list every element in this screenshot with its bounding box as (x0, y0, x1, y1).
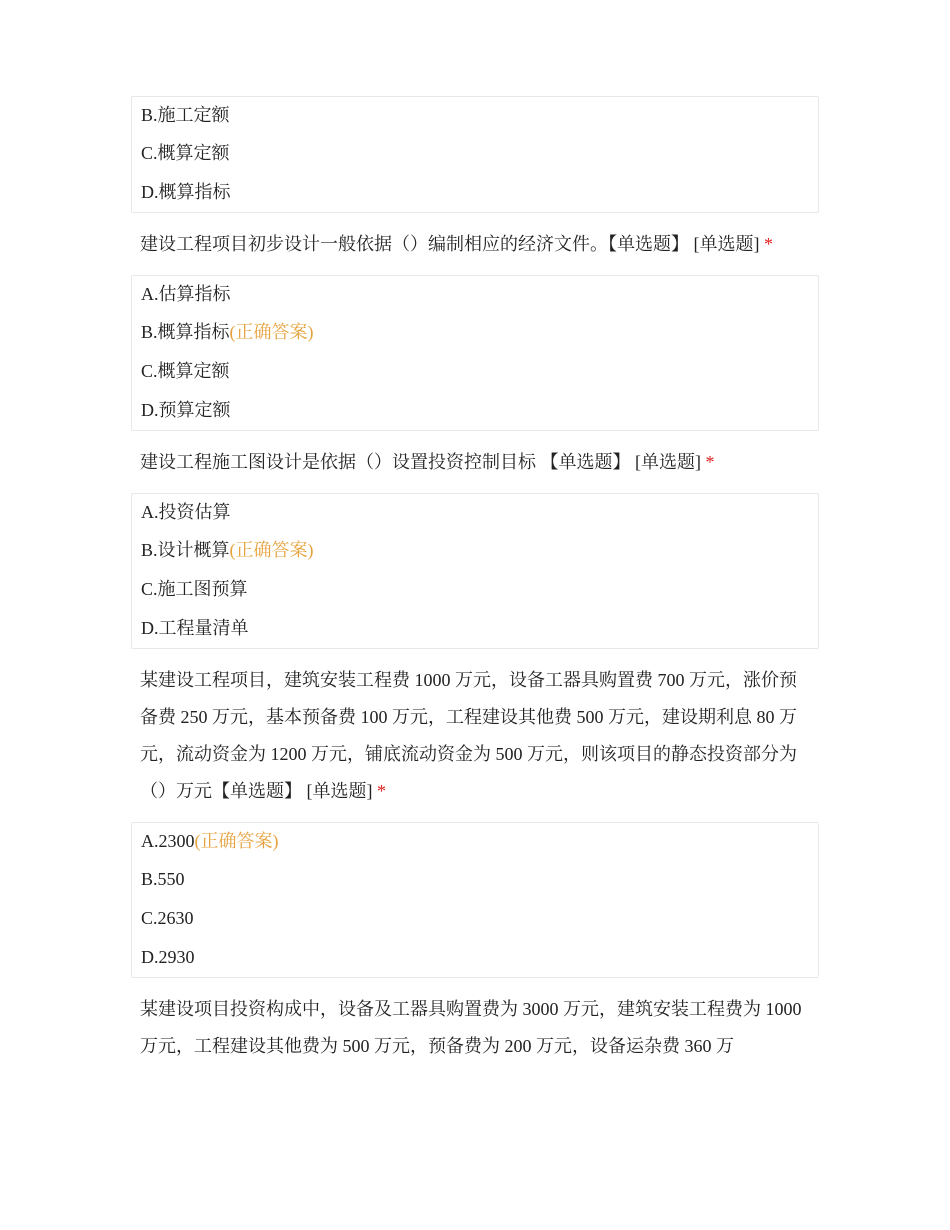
option-list (131, 275, 819, 431)
question-title: 建设工程项目初步设计一般依据（）编制相应的经济文件。【单选题】 [单选题] * (140, 234, 773, 254)
option-b[interactable]: B.设计概算(正确答案) (141, 540, 314, 560)
required-mark: * (705, 452, 715, 472)
option-c[interactable]: C.概算定额 (141, 143, 230, 163)
option-c[interactable]: C.2630 (141, 908, 194, 928)
option-d[interactable]: D.2930 (141, 947, 195, 967)
question-title: 某建设工程项目，建筑安装工程费 1000 万元，设备工器具购置费 700 万元，涨价预备费 250 万元，基本预备费 100 万元，工程建设其他费 500 万元，建设期利息 80 万元，流动资金为 1200 万元，铺底流动资金为 500 万元，则该项目的静态投资部分为（）万元【单选题】 [单选题] * (140, 670, 797, 801)
question-title: 建设工程施工图设计是依据（）设置投资控制目标 【单选题】 [单选题] * (140, 452, 715, 472)
option-b[interactable]: B.概算指标(正确答案) (141, 322, 314, 342)
option-a[interactable]: A.2300(正确答案) (141, 831, 279, 851)
required-mark: * (377, 781, 386, 801)
correct-answer-tag: (正确答案) (229, 322, 314, 342)
option-c[interactable]: C.概算定额 (141, 361, 230, 381)
option-d[interactable]: D.工程量清单 (141, 618, 249, 638)
survey-page (131, 96, 819, 1077)
required-mark: * (764, 234, 773, 254)
option-d[interactable]: D.概算指标 (141, 182, 231, 202)
option-list (131, 822, 819, 978)
option-b[interactable]: B.施工定额 (141, 105, 230, 125)
option-a[interactable]: A.估算指标 (141, 284, 231, 304)
option-a[interactable]: A.投资估算 (141, 502, 231, 522)
correct-answer-tag: (正确答案) (194, 831, 279, 851)
correct-answer-tag: (正确答案) (229, 540, 314, 560)
option-list (131, 96, 819, 213)
question-title: 某建设项目投资构成中，设备及工器具购置费为 3000 万元，建筑安装工程费为 1000 万元，工程建设其他费为 500 万元，预备费为 200 万元，设备运杂费 360 万 (140, 999, 802, 1056)
option-d[interactable]: D.预算定额 (141, 400, 231, 420)
option-b[interactable]: B.550 (141, 869, 185, 889)
option-list (131, 493, 819, 649)
option-c[interactable]: C.施工图预算 (141, 579, 248, 599)
